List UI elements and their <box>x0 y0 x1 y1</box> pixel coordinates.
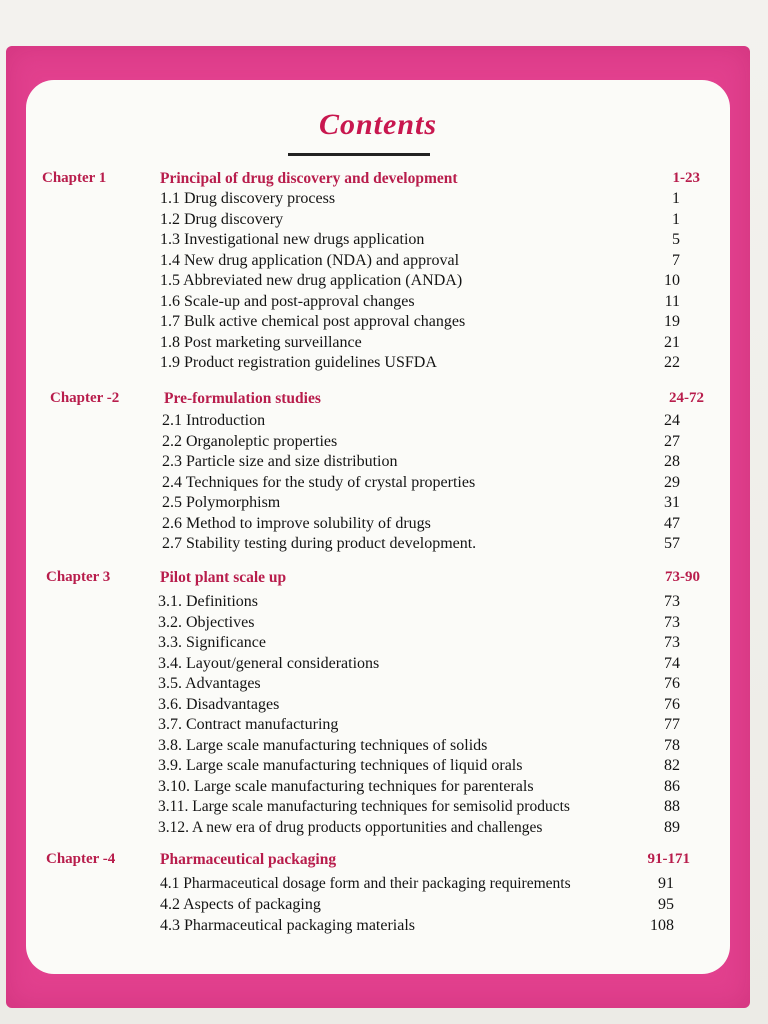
toc-entry-page: 29 <box>664 473 680 491</box>
toc-entry-page: 10 <box>664 272 680 289</box>
toc-entry-page: 76 <box>664 695 680 713</box>
toc-entry-title: 4.3 Pharmaceutical packaging materials <box>160 917 416 934</box>
chapter-label: Chapter -4 <box>46 851 116 867</box>
toc-entry-title: 3.8. Large scale manufacturing techniques of solids <box>158 736 488 754</box>
toc-entry-title: 1.4 New drug application (NDA) and approval <box>160 251 460 269</box>
chapter-label: Chapter -2 <box>50 390 120 406</box>
toc-entry-title: 2.4 Techniques for the study of crystal properties <box>162 473 476 491</box>
toc-entry-title: 1.1 Drug discovery process <box>160 190 336 207</box>
toc-entry-page: 1 <box>672 210 680 228</box>
chapter-title: Pharmaceutical packaging <box>160 851 337 868</box>
toc-entry-title: 2.3 Particle size and size distribution <box>162 453 398 470</box>
toc-entry-title: 1.2 Drug discovery <box>160 210 284 228</box>
toc-entry-page: 22 <box>664 354 680 371</box>
toc-entry-page: 76 <box>664 675 680 692</box>
chapter-label: Chapter 3 <box>46 569 111 585</box>
toc-entry-page: 77 <box>664 716 680 733</box>
toc-entry-page: 88 <box>664 798 680 815</box>
toc-entry-title: 3.10. Large scale manufacturing techniques for parenterals <box>158 777 534 795</box>
chapter-page-range: 1-23 <box>672 170 700 186</box>
toc-entry-title: 1.9 Product registration guidelines USFDA <box>160 354 437 371</box>
toc-entry-title: 1.6 Scale-up and post-approval changes <box>160 292 415 310</box>
chapter-page-range: 73-90 <box>665 569 700 585</box>
title-underline <box>288 153 430 156</box>
toc-entry-title: 3.12. A new era of drug products opportunities and challenges <box>158 818 543 836</box>
toc-entry-title: 1.8 Post marketing surveillance <box>160 333 362 351</box>
toc-entry-page: 89 <box>664 818 680 836</box>
toc-entry-title: 3.11. Large scale manufacturing techniques for semisolid products <box>158 798 570 815</box>
toc-entry-page: 73 <box>664 634 680 651</box>
toc-entry-title: 2.1 Introduction <box>162 412 266 429</box>
chapter-title: Pre-formulation studies <box>164 390 321 407</box>
toc-entry-page: 24 <box>664 412 680 429</box>
chapter-label: Chapter 1 <box>42 170 107 186</box>
contents-panel <box>26 80 730 974</box>
toc-entry-page: 82 <box>664 757 680 774</box>
toc-entry-title: 3.5. Advantages <box>158 675 261 692</box>
chapter-page-range: 24-72 <box>669 390 704 406</box>
page-title: Contents <box>318 108 438 141</box>
toc-entry-page: 19 <box>664 313 680 330</box>
toc-entry-page: 47 <box>664 514 680 532</box>
toc-entry-page: 28 <box>664 453 680 470</box>
toc-entry-page: 31 <box>664 494 680 511</box>
toc-entry-title: 3.4. Layout/general considerations <box>158 654 380 672</box>
toc-entry-page: 1 <box>672 190 680 207</box>
toc-entry-title: 2.7 Stability testing during product development. <box>162 535 477 552</box>
toc-entry-page: 78 <box>664 736 680 754</box>
chapter-title: Principal of drug discovery and development <box>160 170 458 187</box>
chapter-page-range: 91-171 <box>647 851 690 867</box>
toc-entry-page: 21 <box>664 333 680 351</box>
toc-entry-page: 73 <box>664 593 680 610</box>
toc-entry-page: 91 <box>658 875 674 892</box>
toc-entry-title: 1.3 Investigational new drugs application <box>160 231 425 248</box>
toc-entry-title: 2.5 Polymorphism <box>162 494 281 511</box>
toc-entry-title: 3.3. Significance <box>158 634 266 651</box>
toc-entry-page: 108 <box>650 917 674 934</box>
toc-entry-page: 73 <box>664 613 680 631</box>
toc-entry-page: 7 <box>672 251 680 269</box>
toc-entry-title: 3.1. Definitions <box>158 593 258 610</box>
toc-entry-title: 4.2 Aspects of packaging <box>160 896 321 913</box>
toc-entry-title: 3.7. Contract manufacturing <box>158 716 339 733</box>
toc-entry-title: 1.7 Bulk active chemical post approval changes <box>160 313 466 330</box>
toc-entry-title: 3.9. Large scale manufacturing techniques of liquid orals <box>158 757 523 774</box>
toc-entry-page: 86 <box>664 777 680 795</box>
toc-entry-page: 27 <box>664 432 680 450</box>
toc-entry-page: 5 <box>672 231 680 248</box>
toc-entry-title: 2.6 Method to improve solubility of drugs <box>162 514 431 532</box>
toc-entry-page: 95 <box>658 896 674 913</box>
toc-entry-page: 11 <box>664 292 680 310</box>
toc-entry-title: 2.2 Organoleptic properties <box>162 432 338 450</box>
toc-entry-title: 1.5 Abbreviated new drug application (ANDA) <box>160 272 463 289</box>
toc-entry-page: 74 <box>664 654 680 672</box>
chapter-title: Pilot plant scale up <box>160 569 287 586</box>
toc-entry-title: 4.1 Pharmaceutical dosage form and their packaging requirements <box>160 875 571 892</box>
toc-entry-page: 57 <box>664 535 680 552</box>
toc-entry-title: 3.2. Objectives <box>158 613 255 631</box>
toc-entry-title: 3.6. Disadvantages <box>158 695 280 713</box>
